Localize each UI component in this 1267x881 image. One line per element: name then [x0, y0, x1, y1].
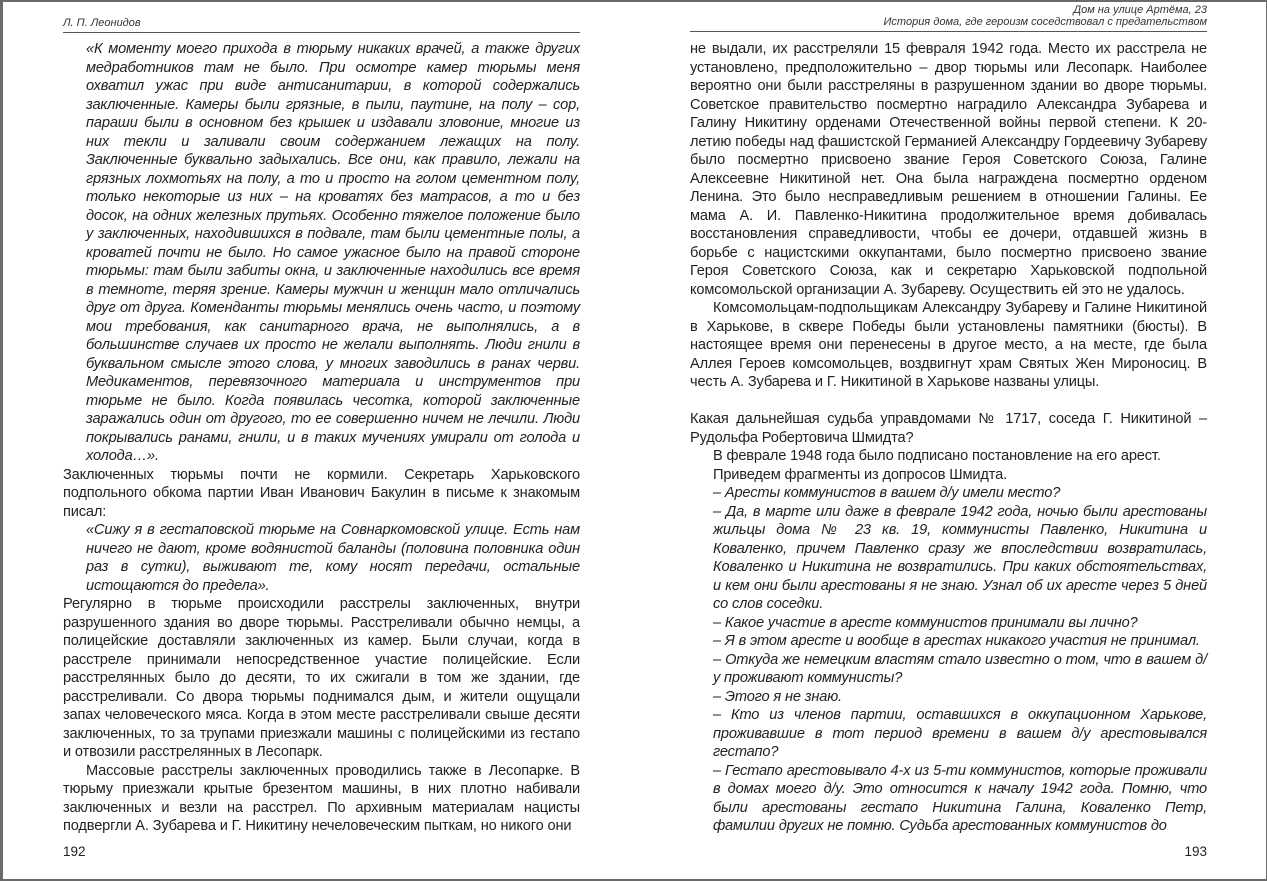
- left-running-head: Л. П. Леонидов: [63, 17, 580, 33]
- question-paragraph: Какая дальнейшая судьба управдомами № 1717, соседа Г. Никитиной – Рудольфа Робертовича Шмидта?: [690, 411, 1207, 446]
- interrogation-line: – Да, в марте или даже в феврале 1942 года, ночью были арестованы жильцы дома № 23 кв. 19, коммунисты Павленко, Никитина и Коваленко, причем Павленко сразу же впоследствии возвратилась, Коваленко и Никитина не возвратились. При каких обстоятельствах, и кем они были арестованы я не знаю. Узнал об их аресте через 5 дней со слов соседки.: [713, 503, 1207, 612]
- paragraph: Массовые расстрелы заключенных проводились также в Лесопарке. В тюрьму приезжали крытые брезентом машины, в них плотно набивали заключенных и везли на расстрел. По архивным материалам нацисты подвергли А. Зубарева и Г. Никитину нечеловеческим пыткам, но никого они: [63, 762, 580, 834]
- page-number: 193: [1184, 844, 1207, 859]
- quote-doctor-testimony: «К моменту моего прихода в тюрьму никаких врачей, а также других медработников там не было. При осмотре камер тюрьмы меня охватил ужас при виде антисанитарии, в которой содержались заключенные. Камеры были грязные, в пыли, паутине, на полу – сор, параши были в основном без крышек и издавали зловоние, многие из них текли и заливали своим содержанием лежащих на полу. Заключенные буквально задыхались. Все они, как правило, лежали на грязных лохмотьях на полу, а то и просто на голом цементном полу, только некоторые из них – на кроватях без матрасов, а то и без досок, на одних железных прутьях. Особенно тяжелое положение было у заключенных, находившихся в подвале, там были цементные полы, а кроватей почти не было. Но самое ужасное было на правой стороне тюрьмы: там были забиты окна, и заключенные находились все время в темноте, теряя зрение. Камеры мужчин и женщин мало отличались друг от друга. Коменданты тюрьмы менялись очень часто, и поэтому мои требования, как санитарного врача, не выполнялись, а в большинстве случаев их просто не желали выполнять. Люди гнили в буквальном смысле этого слова, у многих заводились в ранах черви. Медикаментов, перевязочного материала и инструментов при тюрьме не было. Когда появилась чесотка, которой заключенные заражались один от другого, то ее совершенно ничем не лечили. Люди покрывались ранами, гнили, и в таких мучениях умирали от голода и холода…».: [86, 41, 580, 464]
- running-head-subtitle: История дома, где героизм соседствовал с предательством: [883, 16, 1207, 28]
- left-page-body: [63, 40, 580, 836]
- running-head-title: Дом на улице Артёма, 23: [1073, 4, 1207, 16]
- left-page: [63, 0, 580, 881]
- interrogation-line: – Этого я не знаю.: [713, 688, 842, 705]
- right-page: [690, 0, 1207, 881]
- interrogation-line: – Аресты коммунистов в вашем д/у имели место?: [713, 485, 1061, 501]
- spacer: [690, 392, 1207, 411]
- paragraph: Приведем фрагменты из допросов Шмидта.: [713, 466, 1007, 483]
- paragraph: Заключенных тюрьмы почти не кормили. Секретарь Харьковского подпольного обкома партии Иван Иванович Бакулин в письме к знакомым писал:: [63, 466, 580, 520]
- right-page-body: [690, 40, 1207, 836]
- page-number: 192: [63, 844, 86, 859]
- paragraph: Комсомольцам-подпольщикам Александру Зубареву и Галине Никитиной в Харькове, в сквере Победы были установлены памятники (бюсты). В настоящее время они перенесены в другое место, а на месте, где была Аллея Героев комсомольцев, воздвигнут храм Святых Жен Мироносиц. В честь А. Зубарева и Г. Никитиной в Харькове названы улицы.: [690, 300, 1207, 390]
- interrogation-line: – Я в этом аресте и вообще в арестах никакого участия не принимал.: [713, 633, 1200, 649]
- paragraph: Регулярно в тюрьме происходили расстрелы заключенных, внутри разрушенного здания во дворе тюрьмы. Расстреливали обычно немцы, а полицейские доставляли заключенных из камер. Были случаи, когда в расстреле принимали непосредственное участие полицейские. Если расстрелянных было до десяти, то их сжигали в том же здании, где расстреливали. Со двора тюрьмы поднимался дым, и жители ощущали запах человеческого мяса. Когда в этом месте расстреливали свыше десяти заключенных, то за трупами приезжали машины с полицейскими из гестапо и отвозили расстрелянных в Лесопарк.: [63, 596, 580, 760]
- paragraph: В феврале 1948 года было подписано постановление на его арест.: [713, 448, 1161, 464]
- quote-bakulin-letter: «Сижу я в гестаповской тюрьме на Совнаркомовской улице. Есть нам ничего не дают, кроме водянистой баланды (половина половника один раз в сутки), выживают те, кому носят передачи, остальные истощаются до предела».: [86, 522, 580, 594]
- right-running-head: [690, 4, 1207, 32]
- interrogation-line: – Кто из членов партии, оставшихся в оккупационном Харькове, проживавшие в тот период времени в вашем д/у арестовывался гестапо?: [713, 707, 1207, 760]
- interrogation-line: – Гестапо арестовывало 4-х из 5-ти коммунистов, которые проживали в домах моего д/у. Это относится к началу 1942 года. Помню, что были арестованы гестапо Никитина Галина, Коваленко Петр, фамилии других не помню. Судьба арестованных коммунистов до: [713, 762, 1207, 834]
- interrogation-line: – Какое участие в аресте коммунистов принимали вы лично?: [713, 614, 1138, 631]
- interrogation-line: – Откуда же немецким властям стало известно о том, что в вашем д/у проживают коммунисты?: [713, 651, 1207, 686]
- paragraph: не выдали, их расстреляли 15 февраля 1942 года. Место их расстрела не установлено, предположительно – двор тюрьмы или Лесопарк. Наиболее вероятно они были расстреляны в разрушенном здании во дворе тюрьмы. Советское правительство посмертно наградило Александра Зубарева и Галину Никитину орденами Отечественной войны первой степени. К 20-летию победы над фашистской Германией Александру Гордеевичу Зубареву было посмертно присвоено звание Героя Советского Союза, Галине Алексеевне Никитиной нет. Она была награждена посмертно орденом Ленина. Это было несправедливым решением в отношении Галины. Ее мама А. И. Павленко-Никитина продолжительное время добивалась восстановления справедливости, чтобы ее дочери, отдавшей жизнь в борьбе с нацистскими оккупантами, было посмертно присвоено звание Героя Советского Союза, как и секретарю Харьковской подпольной комсомольской организации А. Зубареву. Осуществить ей это не удалось.: [690, 41, 1207, 298]
